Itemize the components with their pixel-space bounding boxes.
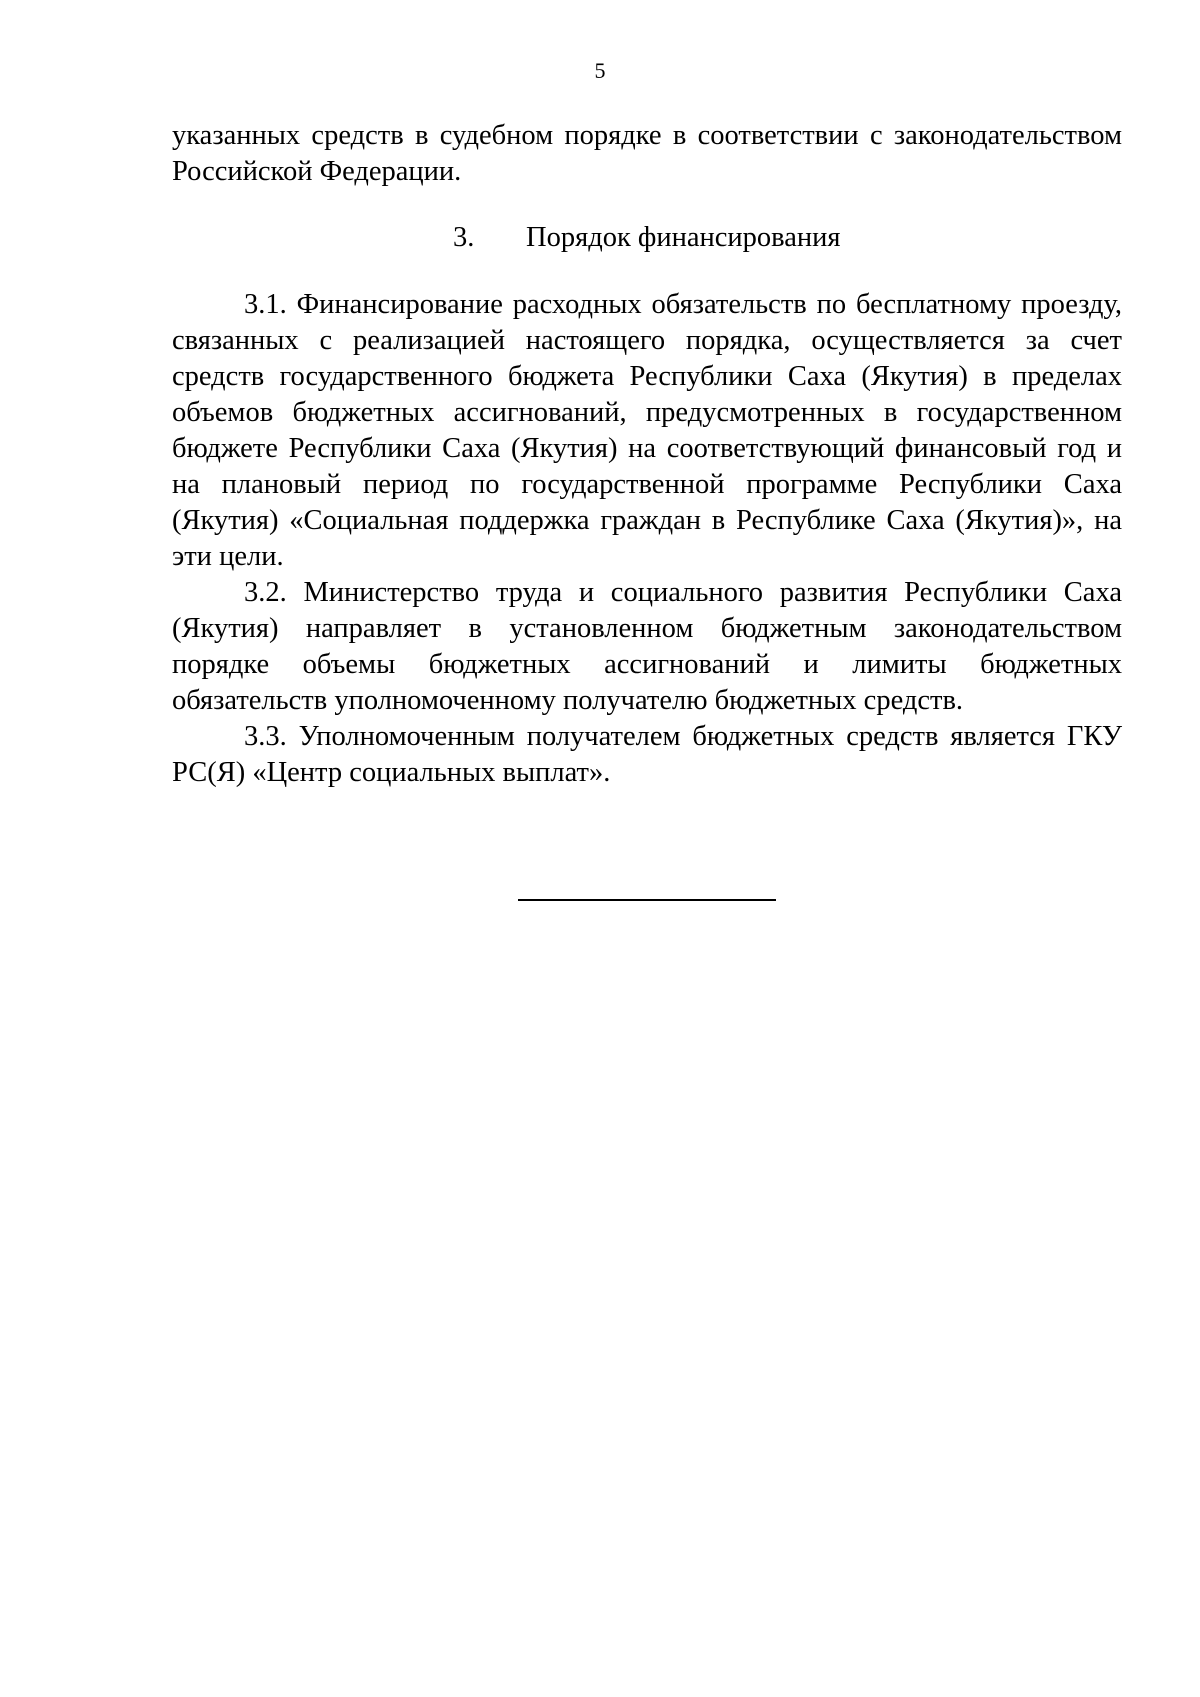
clause-3-2: 3.2. Министерство труда и социального развития Республики Саха (Якутия) направляет в установленном бюджетным законодательством порядке объемы бюджетных ассигнований и лимиты бюджетных обязательств уполномоченному получателю бюджетных средств.	[172, 577, 1122, 716]
end-of-document-line	[518, 899, 776, 901]
page-number: 5	[594, 58, 606, 83]
continuation-paragraph: указанных средств в судебном порядке в соответствии с законодательством Российской Федерации.	[172, 120, 1122, 187]
section-title: Порядок финансирования	[526, 222, 841, 253]
clauses-list	[172, 287, 1122, 791]
section-number: 3.	[453, 222, 475, 253]
clause-3-1: 3.1. Финансирование расходных обязательств по бесплатному проезду, связанных с реализацией настоящего порядка, осуществляется за счет средств государственного бюджета Республики Саха (Якутия) в пределах объемов бюджетных ассигнований, предусмотренных в государственном бюджете Республики Саха (Якутия) на соответствующий финансовый год и на плановый период по государственной программе Республики Саха (Якутия) «Социальная поддержка граждан в Республике Саха (Якутия)», на эти цели.	[172, 289, 1122, 572]
clause-3-3: 3.3. Уполномоченным получателем бюджетных средств является ГКУ РС(Я) «Центр социальных выплат».	[172, 721, 1122, 788]
